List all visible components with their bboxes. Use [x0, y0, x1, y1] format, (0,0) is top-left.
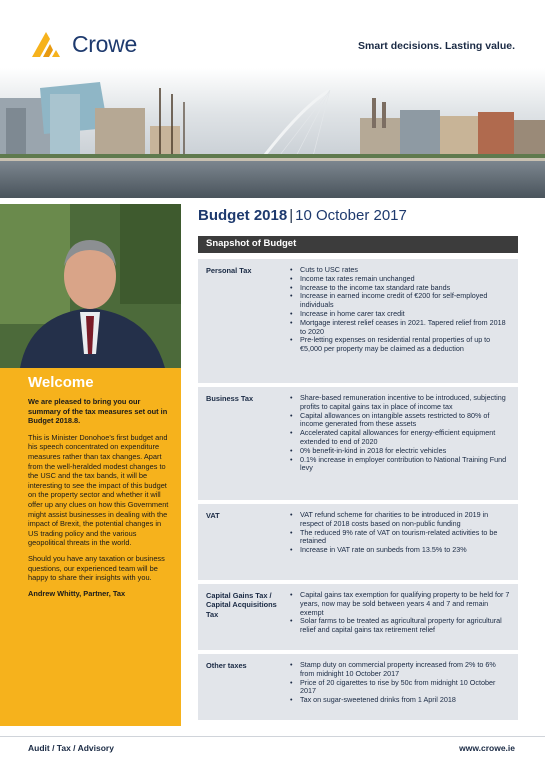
crowe-logo-icon [30, 30, 66, 58]
portrait-photo [0, 204, 181, 368]
section-items [290, 591, 510, 635]
footer [0, 736, 545, 772]
crowe-logo[interactable] [30, 30, 137, 58]
list-item: • Stamp duty on commercial property increased from 2% to 6% from midnight 10 October 2017 [290, 661, 510, 679]
footer-services: Audit / Tax / Advisory [28, 743, 114, 753]
footer-website-link[interactable]: www.crowe.ie [459, 743, 515, 753]
list-item: • Income tax rates remain unchanged [290, 275, 510, 284]
list-item: • Accelerated capital allowances for energy-efficient equipment extended to end of 2020 [290, 429, 510, 447]
list-item: • Solar farms to be treated as agricultural property for agricultural relief and capital gains tax retirement relief [290, 617, 510, 635]
section-items [290, 511, 510, 555]
logo-text: Crowe [72, 30, 137, 57]
header [0, 0, 545, 78]
section-business-tax [198, 387, 518, 500]
section-other-taxes [198, 654, 518, 720]
section-capital-gains-tax [198, 584, 518, 650]
welcome-lead: We are pleased to bring you our summary of the tax measures set out in Budget 2018.8. [28, 397, 168, 426]
section-label: Business Tax [206, 394, 254, 403]
welcome-paragraph: Should you have any taxation or business questions, our experienced team will be happy to share their insights with you. [28, 553, 165, 583]
section-label: Capital Gains Tax / Capital Acquisitions Tax [206, 591, 277, 619]
list-item: • Increase in earned income credit of €200 for self-employed individuals [290, 292, 510, 310]
welcome-panel [0, 368, 181, 726]
list-item: • The reduced 9% rate of VAT on tourism-related activities to be retained [290, 529, 510, 547]
list-item: • Share-based remuneration incentive to be introduced, subjecting profits to capital gains tax in place of income tax [290, 394, 510, 412]
list-item: • Mortgage interest relief ceases in 2021. Tapered relief from 2018 to 2020 [290, 319, 510, 337]
list-item: • Cuts to USC rates [290, 266, 510, 275]
title-date: 10 October 2017 [295, 207, 407, 224]
section-label: Other taxes [206, 661, 247, 670]
list-item: • Increase in VAT rate on sunbeds from 13.5% to 23% [290, 546, 510, 555]
list-item: • VAT refund scheme for charities to be introduced in 2019 in respect of 2018 costs based on non-public funding [290, 511, 510, 529]
welcome-heading: Welcome [28, 374, 94, 391]
section-items [290, 266, 510, 354]
list-item: • Tax on sugar-sweetened drinks from 1 April 2018 [290, 696, 510, 705]
section-label: VAT [206, 511, 220, 520]
section-personal-tax [198, 259, 518, 383]
section-label: Personal Tax [206, 266, 252, 275]
list-item: • Price of 20 cigarettes to rise by 50c from midnight 10 October 2017 [290, 679, 510, 697]
snapshot-heading: Snapshot of Budget [198, 236, 518, 253]
list-item: • Pre-letting expenses on residential rental properties of up to €5,000 per property may be claimed as a deduction [290, 336, 510, 354]
dublin-skyline-banner [0, 68, 545, 198]
list-item: • Capital gains tax exemption for qualifying property to be held for 7 years, now may be sold between years 4 and 7 and remain exempt [290, 591, 510, 617]
page-title [198, 207, 407, 224]
welcome-signature: Andrew Whitty, Partner, Tax [28, 588, 126, 598]
list-item: • Increase in home carer tax credit [290, 310, 510, 319]
list-item: • 0.1% increase in employer contribution to National Training Fund levy [290, 456, 510, 474]
section-items [290, 394, 510, 473]
welcome-paragraph: This is Minister Donohoe's first budget and his speech concentrated on expenditure measures rather than tax changes. Apart from the well-heralded modest changes to the USC and the tax bands, it will be interesting to see the impact of this budget on the property sector and whether it will offer up any clues on how this Government might assist businesses in dealing with the impact of Brexit, the potential changes in US trading policy and the various geopolitical threats in the world. [28, 432, 169, 548]
list-item: • Capital allowances on intangible assets restricted to 80% of income generated from these assets [290, 412, 510, 430]
list-item: • 0% benefit-in-kind in 2018 for electric vehicles [290, 447, 510, 456]
title-separator: | [289, 207, 294, 224]
section-vat [198, 504, 518, 580]
list-item: • Increase to the income tax standard rate bands [290, 284, 510, 293]
title-budget: Budget 2018 [198, 207, 288, 224]
section-items [290, 661, 510, 705]
tagline: Smart decisions. Lasting value. [358, 40, 515, 52]
